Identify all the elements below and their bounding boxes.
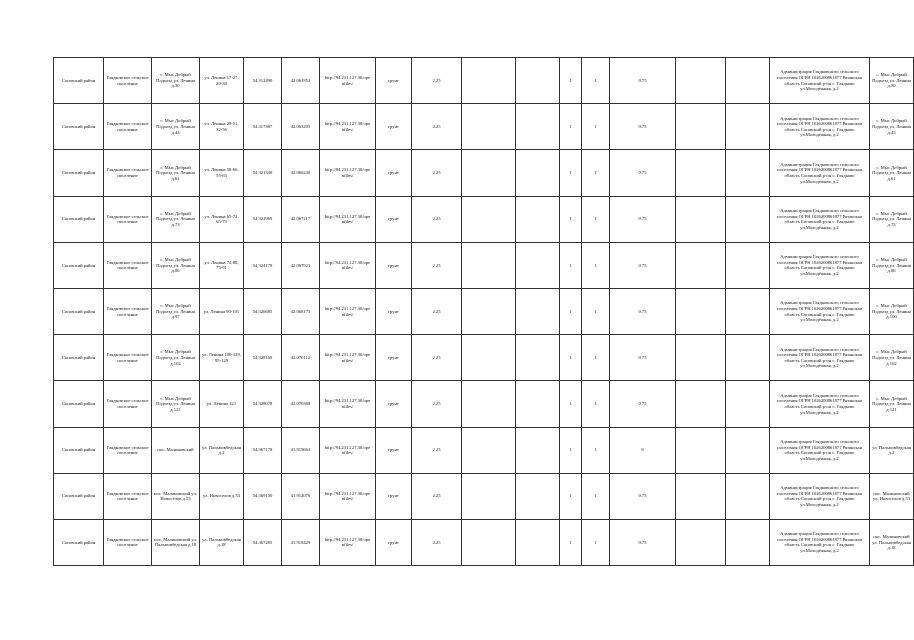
map-link-cell: http://94.231.127.30/ope nfiles/ [320,519,376,565]
container-count-cell: 1 [582,150,610,196]
longitude-cell: 41.919664 [282,427,320,473]
empty-cell [676,427,726,473]
empty-cell [462,427,516,473]
table-row [54,288,914,334]
latitude-cell: 54.322969 [244,196,282,242]
volume-cell: 0.75 [610,519,676,565]
settlement-cell: Глядковское сельское поселение [104,335,152,381]
empty-cell [462,473,516,519]
empty-cell [676,150,726,196]
empty-cell [676,104,726,150]
area-cell: 2.25 [412,427,462,473]
owner-org-cell: Администрация Глядковского сельского поселения ОГРН 1026200861877 Рязанская область Сасовский р-он с. Глядково ул.Молодёжная, д.2 [770,335,870,381]
surface-cell: грунт [376,427,412,473]
owner-org-cell: Администрация Глядковского сельского поселения ОГРН 1026200861877 Рязанская область Сасовский р-он с. Глядково ул.Молодёжная, д.2 [770,427,870,473]
map-link-cell: http://94.231.127.30/ope nfiles/ [320,104,376,150]
map-link-cell: http://94.231.127.30/ope nfiles/ [320,473,376,519]
owner-org-cell: Администрация Глядковского сельского поселения ОГРН 1026200861877 Рязанская область Сасовский р-он с. Глядково ул.Молодёжная, д.2 [770,58,870,104]
longitude-cell: 42.066230 [282,150,320,196]
empty-cell [676,242,726,288]
area-cell: 2.25 [412,104,462,150]
table-row [54,519,914,565]
houses-served-cell: ул. Пальмовбедская д.2 [200,427,244,473]
empty-cell [462,196,516,242]
table-row [54,196,914,242]
empty-cell [726,288,770,334]
settlement-cell: Глядковское сельское поселение [104,196,152,242]
empty-cell [676,58,726,104]
owner-org-cell: Администрация Глядковского сельского поселения ОГРН 1026200861877 Рязанская область Сасовский р-он с. Глядково ул.Молодёжная, д.2 [770,242,870,288]
houses-served-cell: ул. Ленина 74-88, 75-91 [200,242,244,288]
empty-cell [462,104,516,150]
map-link-cell: http://94.231.127.30/ope nfiles/ [320,150,376,196]
houses-served-cell: ул. Ленина 65-72, 65-73 [200,196,244,242]
container-count-cell: 1 [560,196,582,242]
table-row [54,104,914,150]
map-link-cell: http://94.231.127.30/ope nfiles/ [320,196,376,242]
site-address-cell: с. Мыс Добрый Подъезд ул. Ленина д.30 [152,58,200,104]
empty-cell [726,104,770,150]
empty-cell [462,150,516,196]
surface-cell: грунт [376,104,412,150]
site-address-cell: с. Мыс Добрый Подъезд ул. Ленина д.86 [152,242,200,288]
site-address-cell: пос. Малиновский ул. Пальмовбедская д.18 [152,519,200,565]
empty-cell [462,381,516,427]
empty-cell [676,519,726,565]
container-count-cell: 1 [582,242,610,288]
registry-table [53,57,914,566]
settlement-cell: Глядковское сельское поселение [104,381,152,427]
longitude-cell: 42.067921 [282,242,320,288]
latitude-cell: 54.312490 [244,58,282,104]
surface-cell: грунт [376,242,412,288]
empty-cell [516,335,560,381]
empty-cell [726,150,770,196]
site-address-cell: пос. Малиновский ул. Новоселов д.53 [152,473,200,519]
volume-cell: 0.75 [610,58,676,104]
empty-cell [462,58,516,104]
longitude-cell: 42.070368 [282,381,320,427]
site-address-cell: с. Мыс Добрый Подъезд ул. Ленина д.121 [152,381,200,427]
served-objects-cell: ул. Пальмовбедская д.2 [870,427,914,473]
empty-cell [462,242,516,288]
container-count-cell: 1 [560,473,582,519]
served-objects-cell: с. Мыс Добрый Подъезд ул. Ленина д.43 [870,104,914,150]
map-link-cell: http://94.231.127.30/ope nfiles/ [320,242,376,288]
container-count-cell: 1 [560,427,582,473]
empty-cell [516,196,560,242]
surface-cell: грунт [376,335,412,381]
longitude-cell: 41.912076 [282,473,320,519]
houses-served-cell: ул. Ленина 90-101 [200,288,244,334]
volume-cell: 8 [610,427,676,473]
surface-cell: грунт [376,196,412,242]
area-cell: 2.25 [412,150,462,196]
empty-cell [676,288,726,334]
table-row [54,150,914,196]
container-count-cell: 1 [560,381,582,427]
served-objects-cell: с. Мыс Добрый Подъезд ул. Ленина д.100 [870,288,914,334]
site-address-cell: с. Мыс Добрый Подъезд ул. Ленина д.97 [152,288,200,334]
empty-cell [726,427,770,473]
served-objects-cell: пос. Малиновский ул. Пальмовбедская д.18 [870,519,914,565]
latitude-cell: 54.317387 [244,104,282,150]
map-link-cell: http://94.231.127.30/ope nfiles/ [320,381,376,427]
latitude-cell: 54.321340 [244,150,282,196]
settlement-cell: Глядковское сельское поселение [104,150,152,196]
latitude-cell: 54.326685 [244,288,282,334]
served-objects-cell: с. Мыс Добрый Подъезд ул. Ленина д.30 [870,58,914,104]
longitude-cell: 42.070112 [282,335,320,381]
site-address-cell: с. Мыс Добрый Подъезд ул. Ленина д.61 [152,150,200,196]
container-count-cell: 1 [560,335,582,381]
volume-cell: 0.75 [610,473,676,519]
district-cell: Сасовский район [54,104,104,150]
table-row [54,58,914,104]
district-cell: Сасовский район [54,473,104,519]
district-cell: Сасовский район [54,150,104,196]
houses-served-cell: ул. Новоселов д.53 [200,473,244,519]
latitude-cell: 54.367285 [244,519,282,565]
empty-cell [516,473,560,519]
container-count-cell: 1 [560,288,582,334]
empty-cell [676,335,726,381]
area-cell: 2.25 [412,381,462,427]
houses-served-cell: ул. Ленина 58-66, 55-63 [200,150,244,196]
container-count-cell: 1 [560,519,582,565]
map-link-cell: http://94.231.127.30/ope nfiles/ [320,58,376,104]
district-cell: Сасовский район [54,427,104,473]
owner-org-cell: Администрация Глядковского сельского поселения ОГРН 1026200861877 Рязанская область Сасовский р-он с. Глядково ул.Молодёжная, д.2 [770,150,870,196]
empty-cell [516,58,560,104]
empty-cell [516,519,560,565]
owner-org-cell: Администрация Глядковского сельского поселения ОГРН 1026200861877 Рязанская область Сасовский р-он с. Глядково ул.Молодёжная, д.2 [770,519,870,565]
settlement-cell: Глядковское сельское поселение [104,288,152,334]
houses-served-cell: ул. Ленина 29-51, 32-56 [200,104,244,150]
container-count-cell: 1 [560,104,582,150]
settlement-cell: Глядковское сельское поселение [104,519,152,565]
latitude-cell: 54.367178 [244,427,282,473]
volume-cell: 0.75 [610,288,676,334]
container-count-cell: 1 [560,150,582,196]
district-cell: Сасовский район [54,381,104,427]
empty-cell [726,519,770,565]
district-cell: Сасовский район [54,288,104,334]
empty-cell [516,288,560,334]
district-cell: Сасовский район [54,58,104,104]
surface-cell: грунт [376,150,412,196]
empty-cell [516,242,560,288]
owner-org-cell: Администрация Глядковского сельского поселения ОГРН 1026200861877 Рязанская область Сасовский р-он с. Глядково ул.Молодёжная, д.2 [770,381,870,427]
latitude-cell: 54.328078 [244,381,282,427]
empty-cell [462,519,516,565]
empty-cell [516,150,560,196]
surface-cell: грунт [376,473,412,519]
surface-cell: грунт [376,381,412,427]
served-objects-cell: с. Мыс Добрый Подъезд ул. Ленина д.61 [870,150,914,196]
served-objects-cell: с. Мыс Добрый Подъезд ул. Ленина д.86 [870,242,914,288]
area-cell: 2.25 [412,242,462,288]
empty-cell [726,242,770,288]
owner-org-cell: Администрация Глядковского сельского поселения ОГРН 1026200861877 Рязанская область Сасовский р-он с. Глядково ул.Молодёжная, д.2 [770,288,870,334]
area-cell: 2.25 [412,288,462,334]
empty-cell [726,335,770,381]
longitude-cell: 41.918429 [282,519,320,565]
container-count-cell: 1 [582,335,610,381]
table-row [54,335,914,381]
owner-org-cell: Администрация Глядковского сельского поселения ОГРН 1026200861877 Рязанская область Сасовский р-он с. Глядково ул.Молодёжная, д.2 [770,196,870,242]
latitude-cell: 54.369150 [244,473,282,519]
container-count-cell: 1 [582,288,610,334]
district-cell: Сасовский район [54,519,104,565]
surface-cell: грунт [376,58,412,104]
empty-cell [516,381,560,427]
surface-cell: грунт [376,519,412,565]
volume-cell: 0.75 [610,196,676,242]
map-link-cell: http://94.231.127.30/ope nfiles/ [320,335,376,381]
settlement-cell: Глядковское сельское поселение [104,58,152,104]
container-count-cell: 1 [582,381,610,427]
houses-served-cell: ул. Пальмовбедская д.18 [200,519,244,565]
table-row [54,242,914,288]
container-count-cell: 1 [560,58,582,104]
settlement-cell: Глядковское сельское поселение [104,427,152,473]
site-address-cell: с. Мыс Добрый Подъезд ул. Ленина д.73 [152,196,200,242]
site-address-cell: с. Мыс Добрый Подъезд ул. Ленина д.102 [152,335,200,381]
settlement-cell: Глядковское сельское поселение [104,242,152,288]
settlement-cell: Глядковское сельское поселение [104,473,152,519]
area-cell: 2.25 [412,335,462,381]
area-cell: 2.25 [412,519,462,565]
area-cell: 2.25 [412,196,462,242]
latitude-cell: 54.324179 [244,242,282,288]
surface-cell: грунт [376,288,412,334]
map-link-cell: http://94.231.127.30/ope nfiles/ [320,427,376,473]
longitude-cell: 42.067217 [282,196,320,242]
empty-cell [726,196,770,242]
empty-cell [726,58,770,104]
empty-cell [726,381,770,427]
served-objects-cell: с. Мыс Добрый Подъезд ул. Ленина д.121 [870,381,914,427]
container-count-cell: 1 [560,242,582,288]
empty-cell [462,288,516,334]
container-count-cell: 1 [582,58,610,104]
empty-cell [462,335,516,381]
area-cell: 2.25 [412,58,462,104]
site-address-cell: с. Мыс Добрый Подъезд ул. Ленина д.43 [152,104,200,150]
houses-served-cell: ул. Ленина 121 [200,381,244,427]
volume-cell: 0.75 [610,335,676,381]
houses-served-cell: ул. Ленина 17-27, 20-30 [200,58,244,104]
container-count-cell: 1 [582,473,610,519]
volume-cell: 0.75 [610,242,676,288]
owner-org-cell: Администрация Глядковского сельского поселения ОГРН 1026200861877 Рязанская область Сасовский р-он с. Глядково ул.Молодёжная, д.2 [770,473,870,519]
empty-cell [676,381,726,427]
served-objects-cell: с. Мыс Добрый Подъезд ул. Ленина д.102 [870,335,914,381]
table-row [54,473,914,519]
table-row [54,381,914,427]
map-link-cell: http://94.231.127.30/ope nfiles/ [320,288,376,334]
district-cell: Сасовский район [54,335,104,381]
district-cell: Сасовский район [54,196,104,242]
settlement-cell: Глядковское сельское поселение [104,104,152,150]
volume-cell: 0.75 [610,104,676,150]
served-objects-cell: пос. Малиновский ул. Новоселов д.53 [870,473,914,519]
table-row [54,427,914,473]
empty-cell [676,473,726,519]
longitude-cell: 42.061852 [282,58,320,104]
district-cell: Сасовский район [54,242,104,288]
empty-cell [676,196,726,242]
empty-cell [726,473,770,519]
area-cell: 2.25 [412,473,462,519]
empty-cell [516,427,560,473]
longitude-cell: 42.063205 [282,104,320,150]
served-objects-cell: с. Мыс Добрый Подъезд ул. Ленина д.73 [870,196,914,242]
owner-org-cell: Администрация Глядковского сельского поселения ОГРН 1026200861877 Рязанская область Сасовский р-он с. Глядково ул.Молодёжная, д.2 [770,104,870,150]
container-count-cell: 1 [582,104,610,150]
container-count-cell: 1 [582,427,610,473]
site-address-cell: пос. Малиновский [152,427,200,473]
longitude-cell: 42.068173 [282,288,320,334]
volume-cell: 0.75 [610,381,676,427]
container-count-cell: 1 [582,519,610,565]
houses-served-cell: ул. Ленина 100-129, 95-129 [200,335,244,381]
latitude-cell: 54.328169 [244,335,282,381]
container-count-cell: 1 [582,196,610,242]
volume-cell: 0.75 [610,150,676,196]
empty-cell [516,104,560,150]
